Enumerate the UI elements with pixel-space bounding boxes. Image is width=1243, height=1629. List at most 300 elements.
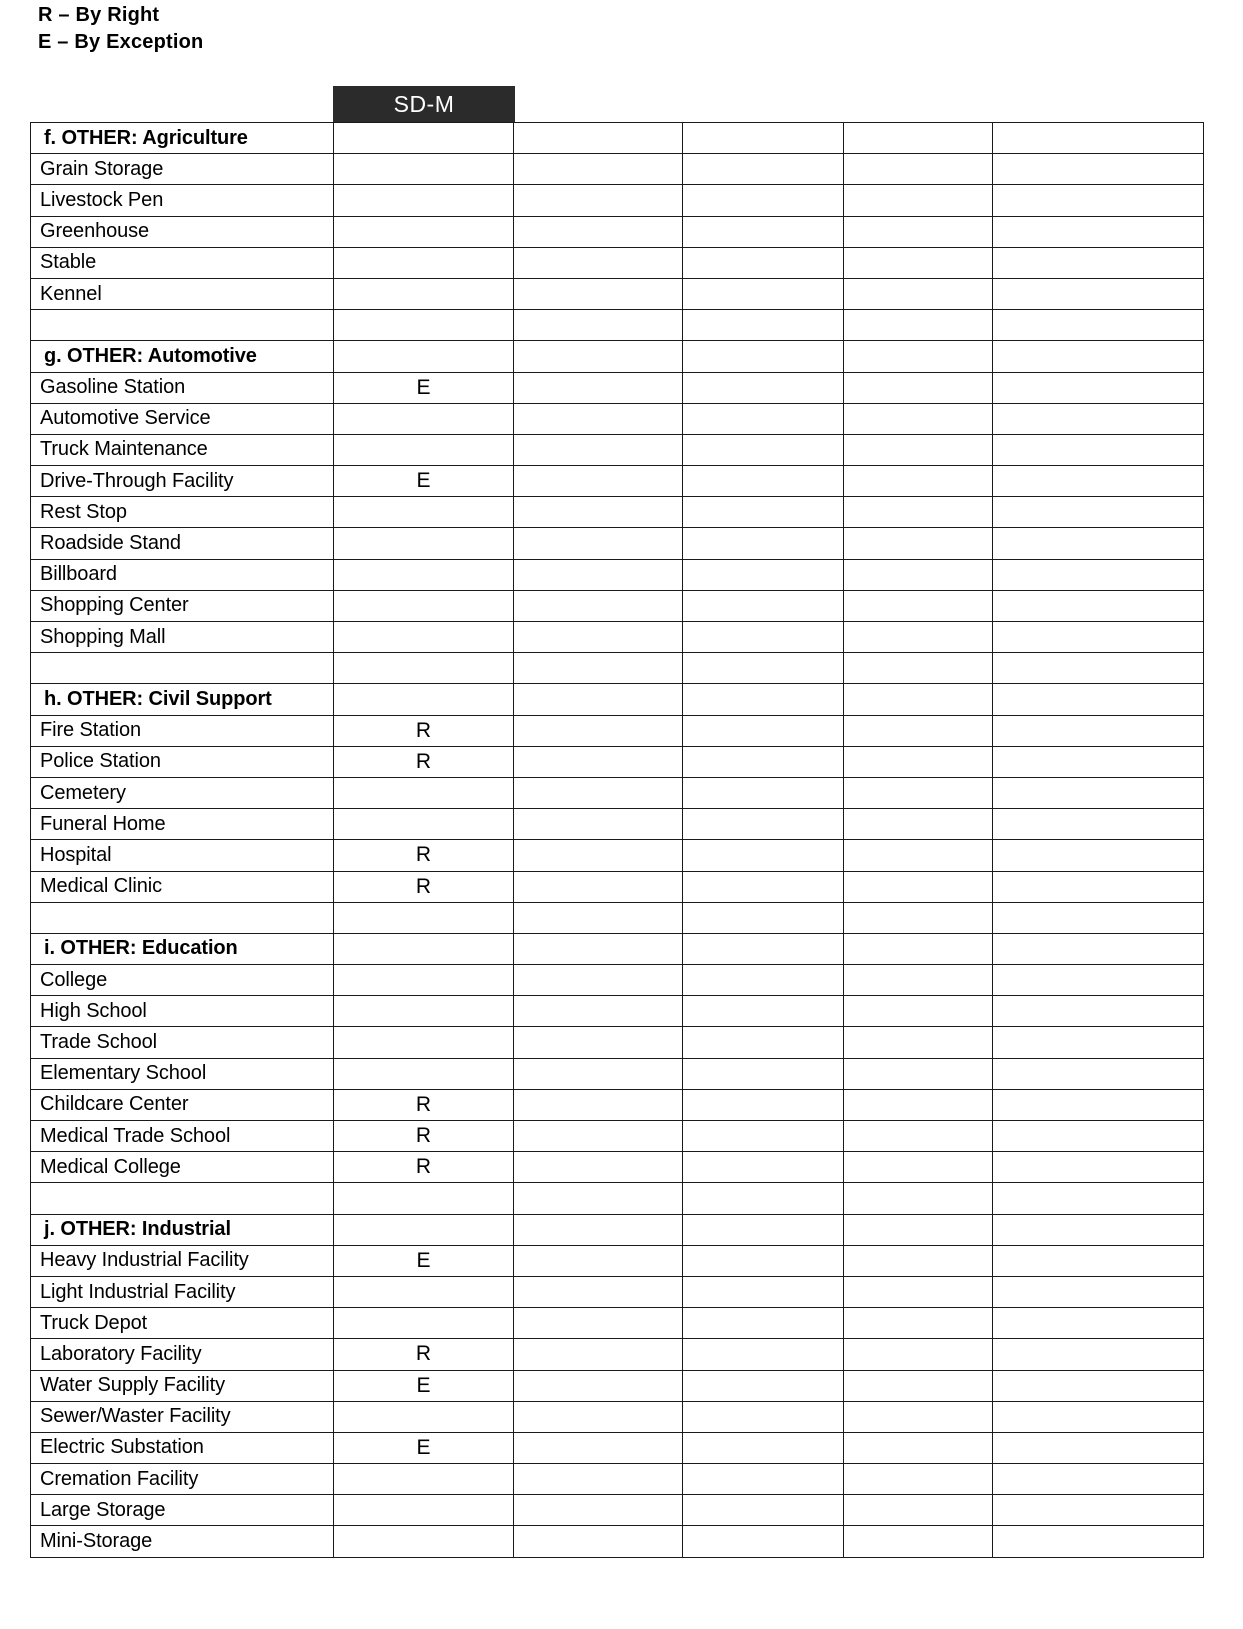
empty-district-cell xyxy=(993,1121,1204,1152)
use-name-cell: Truck Depot xyxy=(31,1308,334,1339)
empty-district-cell xyxy=(514,154,683,185)
legend-line-by-right: R – By Right xyxy=(38,4,160,26)
zoning-use-table xyxy=(30,122,1204,1558)
empty-district-cell xyxy=(844,1432,993,1463)
empty-district-cell xyxy=(844,1089,993,1120)
empty-district-cell xyxy=(993,996,1204,1027)
empty-district-cell xyxy=(683,1495,844,1526)
empty-district-cell xyxy=(993,840,1204,871)
table-spacer-row xyxy=(31,310,1204,341)
empty-district-cell xyxy=(844,1401,993,1432)
sdm-permission-cell: R xyxy=(334,746,514,777)
use-name-cell: Gasoline Station xyxy=(31,372,334,403)
table-row xyxy=(31,528,1204,559)
sdm-permission-cell: R xyxy=(334,1089,514,1120)
table-row xyxy=(31,1245,1204,1276)
empty-district-cell xyxy=(514,622,683,653)
empty-district-cell xyxy=(844,154,993,185)
empty-district-cell xyxy=(993,434,1204,465)
empty-district-cell xyxy=(844,559,993,590)
empty-district-cell xyxy=(993,653,1204,684)
sdm-permission-cell xyxy=(334,1183,514,1214)
empty-district-cell xyxy=(844,216,993,247)
sdm-permission-cell xyxy=(334,528,514,559)
empty-district-cell xyxy=(993,1308,1204,1339)
empty-district-cell xyxy=(683,1089,844,1120)
use-name-cell: Medical Clinic xyxy=(31,871,334,902)
empty-district-cell xyxy=(993,965,1204,996)
sdm-permission-cell: R xyxy=(334,1339,514,1370)
empty-district-cell xyxy=(844,715,993,746)
empty-district-cell xyxy=(844,341,993,372)
empty-district-cell xyxy=(514,528,683,559)
sdm-permission-cell: R xyxy=(334,840,514,871)
empty-district-cell xyxy=(514,1089,683,1120)
use-name-cell: Electric Substation xyxy=(31,1432,334,1463)
use-name-cell xyxy=(31,310,334,341)
empty-district-cell xyxy=(683,933,844,964)
sdm-permission-cell: E xyxy=(334,372,514,403)
table-row xyxy=(31,1121,1204,1152)
empty-district-cell xyxy=(683,559,844,590)
empty-district-cell xyxy=(993,247,1204,278)
table-row xyxy=(31,1308,1204,1339)
empty-district-cell xyxy=(993,1027,1204,1058)
empty-district-cell xyxy=(993,1058,1204,1089)
empty-district-cell xyxy=(683,497,844,528)
empty-district-cell xyxy=(844,965,993,996)
empty-district-cell xyxy=(993,185,1204,216)
use-name-cell: High School xyxy=(31,996,334,1027)
use-name-cell: Childcare Center xyxy=(31,1089,334,1120)
empty-district-cell xyxy=(683,1027,844,1058)
use-name-cell: Heavy Industrial Facility xyxy=(31,1245,334,1276)
use-name-cell: Police Station xyxy=(31,746,334,777)
sdm-permission-cell: R xyxy=(334,1152,514,1183)
use-name-cell: Mini-Storage xyxy=(31,1526,334,1557)
empty-district-cell xyxy=(993,1245,1204,1276)
use-name-cell: Funeral Home xyxy=(31,809,334,840)
empty-district-cell xyxy=(993,123,1204,154)
table-spacer-row xyxy=(31,902,1204,933)
use-name-cell: Laboratory Facility xyxy=(31,1339,334,1370)
empty-district-cell xyxy=(844,1526,993,1557)
empty-district-cell xyxy=(514,840,683,871)
table-row xyxy=(31,1370,1204,1401)
sdm-permission-cell xyxy=(334,965,514,996)
empty-district-cell xyxy=(844,278,993,309)
empty-district-cell xyxy=(683,310,844,341)
sdm-permission-cell xyxy=(334,933,514,964)
empty-district-cell xyxy=(993,278,1204,309)
sdm-permission-cell: R xyxy=(334,1121,514,1152)
empty-district-cell xyxy=(683,746,844,777)
sdm-permission-cell xyxy=(334,185,514,216)
use-name-cell xyxy=(31,902,334,933)
table-row xyxy=(31,1214,1204,1245)
empty-district-cell xyxy=(993,216,1204,247)
sdm-permission-cell: R xyxy=(334,871,514,902)
use-name-cell: Truck Maintenance xyxy=(31,434,334,465)
empty-district-cell xyxy=(683,278,844,309)
use-name-cell: Light Industrial Facility xyxy=(31,1276,334,1307)
empty-district-cell xyxy=(514,809,683,840)
empty-district-cell xyxy=(993,1089,1204,1120)
sdm-permission-cell: E xyxy=(334,466,514,497)
use-name-cell: Rest Stop xyxy=(31,497,334,528)
table-row xyxy=(31,1432,1204,1463)
sdm-permission-cell xyxy=(334,809,514,840)
empty-district-cell xyxy=(683,372,844,403)
empty-district-cell xyxy=(683,965,844,996)
empty-district-cell xyxy=(844,247,993,278)
legend-line-by-exception: E – By Exception xyxy=(38,31,204,53)
sdm-permission-cell xyxy=(334,622,514,653)
empty-district-cell xyxy=(514,653,683,684)
empty-district-cell xyxy=(844,1339,993,1370)
empty-district-cell xyxy=(993,528,1204,559)
empty-district-cell xyxy=(683,403,844,434)
sdm-permission-cell: E xyxy=(334,1432,514,1463)
sdm-permission-cell: E xyxy=(334,1370,514,1401)
use-name-cell: Large Storage xyxy=(31,1495,334,1526)
empty-district-cell xyxy=(993,809,1204,840)
empty-district-cell xyxy=(683,528,844,559)
empty-district-cell xyxy=(514,123,683,154)
table-row xyxy=(31,777,1204,808)
use-name-cell xyxy=(31,653,334,684)
empty-district-cell xyxy=(683,1121,844,1152)
empty-district-cell xyxy=(844,434,993,465)
table-row xyxy=(31,434,1204,465)
empty-district-cell xyxy=(844,933,993,964)
sdm-permission-cell xyxy=(334,590,514,621)
use-name-cell: Shopping Mall xyxy=(31,622,334,653)
section-heading-cell: j. OTHER: Industrial xyxy=(31,1214,334,1245)
sdm-permission-cell xyxy=(334,996,514,1027)
empty-district-cell xyxy=(514,1495,683,1526)
use-name-cell: Kennel xyxy=(31,278,334,309)
table-row xyxy=(31,497,1204,528)
empty-district-cell xyxy=(844,1027,993,1058)
empty-district-cell xyxy=(993,1370,1204,1401)
sdm-permission-cell xyxy=(334,1276,514,1307)
use-name-cell: Fire Station xyxy=(31,715,334,746)
empty-district-cell xyxy=(514,1121,683,1152)
sdm-permission-cell xyxy=(334,559,514,590)
sdm-permission-cell xyxy=(334,684,514,715)
sdm-permission-cell: E xyxy=(334,1245,514,1276)
use-name-cell: Grain Storage xyxy=(31,154,334,185)
empty-district-cell xyxy=(844,1495,993,1526)
use-name-cell: Shopping Center xyxy=(31,590,334,621)
use-name-cell: Roadside Stand xyxy=(31,528,334,559)
empty-district-cell xyxy=(514,497,683,528)
empty-district-cell xyxy=(993,559,1204,590)
empty-district-cell xyxy=(514,965,683,996)
sdm-permission-cell xyxy=(334,278,514,309)
empty-district-cell xyxy=(514,372,683,403)
empty-district-cell xyxy=(844,902,993,933)
sdm-permission-cell xyxy=(334,403,514,434)
empty-district-cell xyxy=(683,247,844,278)
empty-district-cell xyxy=(514,590,683,621)
empty-district-cell xyxy=(514,403,683,434)
sdm-permission-cell xyxy=(334,434,514,465)
empty-district-cell xyxy=(993,154,1204,185)
sdm-permission-cell xyxy=(334,123,514,154)
empty-district-cell xyxy=(993,902,1204,933)
use-name-cell xyxy=(31,1183,334,1214)
empty-district-cell xyxy=(993,1214,1204,1245)
empty-district-cell xyxy=(844,1214,993,1245)
empty-district-cell xyxy=(844,372,993,403)
table-row xyxy=(31,154,1204,185)
use-name-cell: Cemetery xyxy=(31,777,334,808)
sdm-permission-cell xyxy=(334,341,514,372)
empty-district-cell xyxy=(683,590,844,621)
empty-district-cell xyxy=(514,185,683,216)
empty-district-cell xyxy=(993,715,1204,746)
empty-district-cell xyxy=(683,1432,844,1463)
empty-district-cell xyxy=(993,1183,1204,1214)
sdm-permission-cell xyxy=(334,653,514,684)
empty-district-cell xyxy=(514,1339,683,1370)
sdm-permission-cell xyxy=(334,216,514,247)
empty-district-cell xyxy=(683,1152,844,1183)
empty-district-cell xyxy=(993,1276,1204,1307)
empty-district-cell xyxy=(683,777,844,808)
empty-district-cell xyxy=(683,185,844,216)
empty-district-cell xyxy=(683,1401,844,1432)
empty-district-cell xyxy=(993,1152,1204,1183)
section-heading-cell: i. OTHER: Education xyxy=(31,933,334,964)
use-name-cell: Water Supply Facility xyxy=(31,1370,334,1401)
empty-district-cell xyxy=(514,1370,683,1401)
empty-district-cell xyxy=(683,154,844,185)
empty-district-cell xyxy=(844,497,993,528)
empty-district-cell xyxy=(514,341,683,372)
empty-district-cell xyxy=(514,1152,683,1183)
empty-district-cell xyxy=(514,559,683,590)
table-row xyxy=(31,622,1204,653)
table-row xyxy=(31,996,1204,1027)
sdm-permission-cell xyxy=(334,1027,514,1058)
empty-district-cell xyxy=(844,1276,993,1307)
table-row xyxy=(31,341,1204,372)
empty-district-cell xyxy=(844,746,993,777)
empty-district-cell xyxy=(993,372,1204,403)
empty-district-cell xyxy=(844,777,993,808)
empty-district-cell xyxy=(844,1058,993,1089)
table-row xyxy=(31,1276,1204,1307)
sdm-permission-cell xyxy=(334,247,514,278)
empty-district-cell xyxy=(683,1276,844,1307)
empty-district-cell xyxy=(993,466,1204,497)
empty-district-cell xyxy=(683,715,844,746)
section-heading-cell: g. OTHER: Automotive xyxy=(31,341,334,372)
use-name-cell: Sewer/Waster Facility xyxy=(31,1401,334,1432)
empty-district-cell xyxy=(683,1245,844,1276)
use-name-cell: Hospital xyxy=(31,840,334,871)
empty-district-cell xyxy=(514,746,683,777)
empty-district-cell xyxy=(993,590,1204,621)
empty-district-cell xyxy=(844,653,993,684)
table-row xyxy=(31,590,1204,621)
sdm-permission-cell xyxy=(334,1058,514,1089)
section-heading-cell: f. OTHER: Agriculture xyxy=(31,123,334,154)
sdm-permission-cell xyxy=(334,777,514,808)
table-row xyxy=(31,1401,1204,1432)
empty-district-cell xyxy=(993,622,1204,653)
empty-district-cell xyxy=(993,1526,1204,1557)
empty-district-cell xyxy=(683,622,844,653)
empty-district-cell xyxy=(993,310,1204,341)
table-row xyxy=(31,933,1204,964)
empty-district-cell xyxy=(993,1464,1204,1495)
table-row xyxy=(31,559,1204,590)
empty-district-cell xyxy=(683,1464,844,1495)
table-row xyxy=(31,684,1204,715)
empty-district-cell xyxy=(993,777,1204,808)
empty-district-cell xyxy=(683,123,844,154)
empty-district-cell xyxy=(844,684,993,715)
empty-district-cell xyxy=(844,1121,993,1152)
empty-district-cell xyxy=(844,466,993,497)
empty-district-cell xyxy=(514,434,683,465)
empty-district-cell xyxy=(683,996,844,1027)
use-name-cell: College xyxy=(31,965,334,996)
empty-district-cell xyxy=(844,1370,993,1401)
table-row xyxy=(31,840,1204,871)
use-name-cell: Trade School xyxy=(31,1027,334,1058)
table-row xyxy=(31,809,1204,840)
empty-district-cell xyxy=(514,684,683,715)
empty-district-cell xyxy=(844,840,993,871)
empty-district-cell xyxy=(683,216,844,247)
table-row xyxy=(31,715,1204,746)
empty-district-cell xyxy=(993,1339,1204,1370)
empty-district-cell xyxy=(844,1464,993,1495)
empty-district-cell xyxy=(844,310,993,341)
empty-district-cell xyxy=(514,933,683,964)
empty-district-cell xyxy=(844,403,993,434)
table-row xyxy=(31,247,1204,278)
table-spacer-row xyxy=(31,1183,1204,1214)
table-row xyxy=(31,123,1204,154)
table-row xyxy=(31,1027,1204,1058)
table-row xyxy=(31,871,1204,902)
empty-district-cell xyxy=(683,653,844,684)
use-name-cell: Medical College xyxy=(31,1152,334,1183)
use-name-cell: Drive-Through Facility xyxy=(31,466,334,497)
empty-district-cell xyxy=(514,1526,683,1557)
empty-district-cell xyxy=(844,622,993,653)
empty-district-cell xyxy=(993,871,1204,902)
empty-district-cell xyxy=(683,871,844,902)
empty-district-cell xyxy=(993,1495,1204,1526)
table-row xyxy=(31,1339,1204,1370)
sdm-permission-cell xyxy=(334,902,514,933)
empty-district-cell xyxy=(844,809,993,840)
empty-district-cell xyxy=(514,871,683,902)
empty-district-cell xyxy=(514,216,683,247)
empty-district-cell xyxy=(844,185,993,216)
table-row xyxy=(31,185,1204,216)
column-header-sdm: SD-M xyxy=(333,86,515,123)
empty-district-cell xyxy=(993,933,1204,964)
use-name-cell: Greenhouse xyxy=(31,216,334,247)
table-row xyxy=(31,372,1204,403)
sdm-permission-cell xyxy=(334,497,514,528)
use-name-cell: Medical Trade School xyxy=(31,1121,334,1152)
table-row xyxy=(31,965,1204,996)
permission-legend xyxy=(38,2,203,56)
empty-district-cell xyxy=(993,1432,1204,1463)
empty-district-cell xyxy=(993,746,1204,777)
empty-district-cell xyxy=(514,1214,683,1245)
empty-district-cell xyxy=(514,1058,683,1089)
empty-district-cell xyxy=(514,466,683,497)
sdm-permission-cell xyxy=(334,1495,514,1526)
table-row xyxy=(31,1152,1204,1183)
empty-district-cell xyxy=(514,1245,683,1276)
table-row xyxy=(31,1058,1204,1089)
empty-district-cell xyxy=(514,247,683,278)
empty-district-cell xyxy=(993,1401,1204,1432)
empty-district-cell xyxy=(683,1214,844,1245)
sdm-permission-cell xyxy=(334,310,514,341)
empty-district-cell xyxy=(844,996,993,1027)
empty-district-cell xyxy=(683,1058,844,1089)
use-name-cell: Stable xyxy=(31,247,334,278)
empty-district-cell xyxy=(514,1308,683,1339)
empty-district-cell xyxy=(683,809,844,840)
empty-district-cell xyxy=(683,684,844,715)
table-row xyxy=(31,216,1204,247)
table-row xyxy=(31,278,1204,309)
empty-district-cell xyxy=(514,1027,683,1058)
sdm-permission-cell xyxy=(334,1401,514,1432)
use-name-cell: Livestock Pen xyxy=(31,185,334,216)
section-heading-cell: h. OTHER: Civil Support xyxy=(31,684,334,715)
empty-district-cell xyxy=(514,777,683,808)
sdm-permission-cell xyxy=(334,1526,514,1557)
table-spacer-row xyxy=(31,653,1204,684)
empty-district-cell xyxy=(514,310,683,341)
sdm-permission-cell xyxy=(334,154,514,185)
empty-district-cell xyxy=(514,715,683,746)
table-row xyxy=(31,403,1204,434)
empty-district-cell xyxy=(683,1308,844,1339)
table-row xyxy=(31,466,1204,497)
empty-district-cell xyxy=(683,1183,844,1214)
empty-district-cell xyxy=(514,996,683,1027)
empty-district-cell xyxy=(993,403,1204,434)
empty-district-cell xyxy=(844,1245,993,1276)
empty-district-cell xyxy=(514,902,683,933)
sdm-permission-cell xyxy=(334,1214,514,1245)
use-name-cell: Elementary School xyxy=(31,1058,334,1089)
empty-district-cell xyxy=(993,341,1204,372)
empty-district-cell xyxy=(683,902,844,933)
empty-district-cell xyxy=(514,1432,683,1463)
empty-district-cell xyxy=(844,1183,993,1214)
table-row xyxy=(31,1495,1204,1526)
zoning-table-body xyxy=(31,123,1204,1558)
empty-district-cell xyxy=(844,123,993,154)
use-name-cell: Automotive Service xyxy=(31,403,334,434)
